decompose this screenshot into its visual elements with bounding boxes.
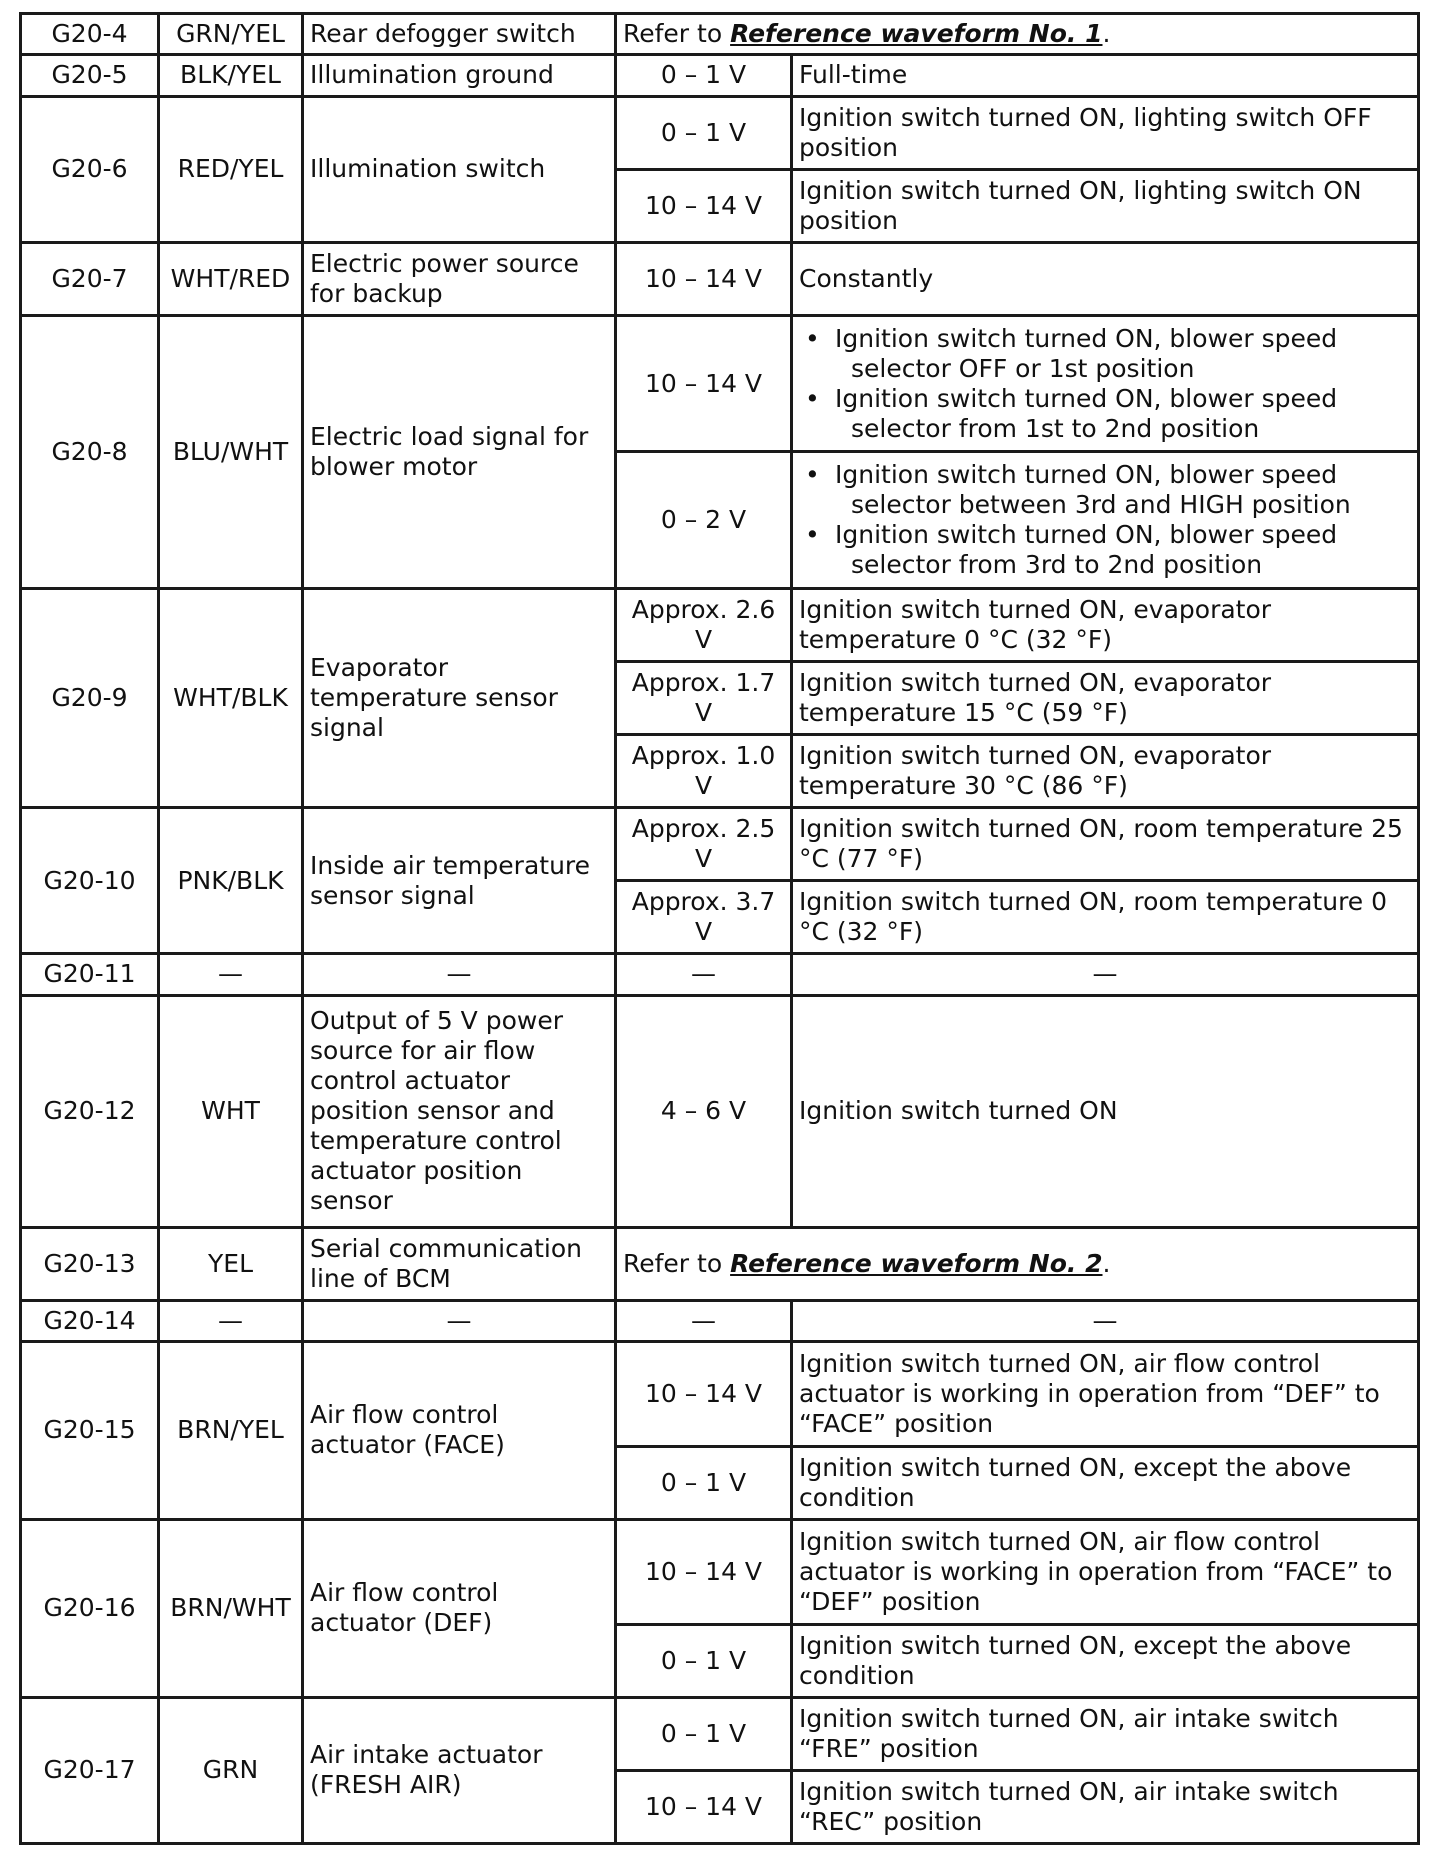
refer-text: Refer to <box>623 1248 731 1278</box>
condition-cell: Ignition switch turned ON, except the above condition <box>792 1446 1419 1519</box>
terminal-cell: G20-15 <box>21 1341 159 1519</box>
condition-cell: Ignition switch turned ON, room temperature 25 °C (77 °F) <box>792 808 1419 881</box>
condition-cell: — <box>792 1300 1419 1341</box>
condition-cell: Ignition switch turned ON, except the above condition <box>792 1624 1419 1697</box>
voltage-cell: 0 – 1 V <box>616 96 792 169</box>
wire-color-cell: PNK/BLK <box>159 808 303 954</box>
refer-suffix: . <box>1102 1248 1111 1278</box>
wire-color-cell: BLK/YEL <box>159 55 303 96</box>
bullet-line-continued: selector from 3rd to 2nd position <box>851 550 1263 580</box>
condition-bullet-list <box>799 324 1411 444</box>
table-row <box>21 1300 1419 1341</box>
condition-cell: Ignition switch turned ON, air flow control actuator is working in operation from “FACE” to “DEF” position <box>792 1519 1419 1624</box>
refer-text: Refer to <box>623 19 731 49</box>
voltage-cell: Approx. 2.6 V <box>616 589 792 662</box>
condition-cell: Ignition switch turned ON, air flow control actuator is working in operation from “DEF” to “FACE” position <box>792 1341 1419 1446</box>
description-cell: Air intake actuator (FRESH AIR) <box>303 1697 616 1843</box>
voltage-cell: 10 – 14 V <box>616 1770 792 1843</box>
bullet-line: Ignition switch turned ON, blower speed <box>835 520 1338 550</box>
terminal-cell: G20-10 <box>21 808 159 954</box>
wire-color-cell: GRN/YEL <box>159 14 303 55</box>
wire-color-cell: WHT <box>159 995 303 1227</box>
voltage-cell: 0 – 1 V <box>616 55 792 96</box>
voltage-cell: 0 – 1 V <box>616 1697 792 1770</box>
reference-waveform-link[interactable]: Reference waveform No. 1 <box>730 19 1103 49</box>
description-cell: Electric load signal for blower motor <box>303 315 616 588</box>
voltage-cell: Approx. 1.7 V <box>616 662 792 735</box>
voltage-cell: 10 – 14 V <box>616 169 792 242</box>
terminal-cell: G20-7 <box>21 242 159 315</box>
voltage-cell: 0 – 1 V <box>616 1624 792 1697</box>
condition-cell: Ignition switch turned ON <box>792 995 1419 1227</box>
list-item <box>835 324 1411 384</box>
condition-cell: Ignition switch turned ON, room temperature 0 °C (32 °F) <box>792 881 1419 954</box>
condition-bullet-list <box>799 460 1411 580</box>
table-row <box>21 96 1419 169</box>
condition-cell: Ignition switch turned ON, air intake switch “FRE” position <box>792 1697 1419 1770</box>
table-row <box>21 808 1419 881</box>
wire-color-cell: RED/YEL <box>159 96 303 242</box>
table-row <box>21 14 1419 55</box>
description-cell: Output of 5 V power source for air flow control actuator position sensor and temperature control actuator position sensor <box>303 995 616 1227</box>
condition-cell <box>792 315 1419 452</box>
voltage-cell: — <box>616 1300 792 1341</box>
description-cell: Air flow control actuator (FACE) <box>303 1341 616 1519</box>
bullet-line-continued: selector between 3rd and HIGH position <box>851 490 1351 520</box>
condition-cell: — <box>792 954 1419 995</box>
condition-cell: Ignition switch turned ON, evaporator temperature 15 °C (59 °F) <box>792 662 1419 735</box>
condition-cell: Ignition switch turned ON, lighting switch ON position <box>792 169 1419 242</box>
table-row <box>21 55 1419 96</box>
voltage-cell: 0 – 1 V <box>616 1446 792 1519</box>
voltage-cell: 0 – 2 V <box>616 452 792 589</box>
terminal-cell: G20-4 <box>21 14 159 55</box>
reference-cell <box>616 1227 1419 1300</box>
table-row <box>21 1227 1419 1300</box>
terminal-cell: G20-5 <box>21 55 159 96</box>
bullet-line: Ignition switch turned ON, blower speed <box>835 383 1338 413</box>
voltage-cell: 10 – 14 V <box>616 1519 792 1624</box>
voltage-cell: Approx. 2.5 V <box>616 808 792 881</box>
description-cell: Inside air temperature sensor signal <box>303 808 616 954</box>
voltage-cell: 10 – 14 V <box>616 1341 792 1446</box>
table-row <box>21 315 1419 452</box>
list-item <box>835 384 1411 444</box>
terminal-cell: G20-12 <box>21 995 159 1227</box>
condition-cell: Ignition switch turned ON, air intake switch “REC” position <box>792 1770 1419 1843</box>
description-cell: Illumination switch <box>303 96 616 242</box>
terminal-cell: G20-14 <box>21 1300 159 1341</box>
voltage-cell: 10 – 14 V <box>616 315 792 452</box>
condition-cell: Ignition switch turned ON, evaporator temperature 30 °C (86 °F) <box>792 735 1419 808</box>
description-cell: Evaporator temperature sensor signal <box>303 589 616 808</box>
bullet-line-continued: selector from 1st to 2nd position <box>851 413 1260 443</box>
bullet-line-continued: selector OFF or 1st position <box>851 353 1195 383</box>
terminal-cell: G20-17 <box>21 1697 159 1843</box>
wire-color-cell: YEL <box>159 1227 303 1300</box>
reference-cell <box>616 14 1419 55</box>
wire-color-cell: BRN/WHT <box>159 1519 303 1697</box>
condition-cell <box>792 452 1419 589</box>
wire-color-cell: GRN <box>159 1697 303 1843</box>
description-cell: Air flow control actuator (DEF) <box>303 1519 616 1697</box>
table-row <box>21 954 1419 995</box>
table-row <box>21 1519 1419 1624</box>
table-row <box>21 1697 1419 1770</box>
description-cell: Rear defogger switch <box>303 14 616 55</box>
bullet-line: Ignition switch turned ON, blower speed <box>835 460 1338 490</box>
terminal-cell: G20-16 <box>21 1519 159 1697</box>
condition-cell: Ignition switch turned ON, evaporator temperature 0 °C (32 °F) <box>792 589 1419 662</box>
description-cell: Illumination ground <box>303 55 616 96</box>
table-row <box>21 242 1419 315</box>
table-row <box>21 995 1419 1227</box>
description-cell: — <box>303 1300 616 1341</box>
list-item <box>835 520 1411 580</box>
description-cell: Electric power source for backup <box>303 242 616 315</box>
refer-suffix: . <box>1102 19 1111 49</box>
condition-cell: Full-time <box>792 55 1419 96</box>
wire-color-cell: WHT/RED <box>159 242 303 315</box>
table-row <box>21 589 1419 662</box>
terminal-cell: G20-13 <box>21 1227 159 1300</box>
terminal-cell: G20-11 <box>21 954 159 995</box>
terminal-cell: G20-8 <box>21 315 159 588</box>
terminal-cell: G20-6 <box>21 96 159 242</box>
voltage-cell: 4 – 6 V <box>616 995 792 1227</box>
voltage-cell: 10 – 14 V <box>616 242 792 315</box>
list-item <box>835 460 1411 520</box>
condition-cell: Ignition switch turned ON, lighting switch OFF position <box>792 96 1419 169</box>
terminal-inspection-table <box>19 12 1420 1845</box>
terminal-cell: G20-9 <box>21 589 159 808</box>
reference-waveform-link[interactable]: Reference waveform No. 2 <box>730 1248 1103 1278</box>
wire-color-cell: BRN/YEL <box>159 1341 303 1519</box>
description-cell: Serial communication line of BCM <box>303 1227 616 1300</box>
wire-color-cell: — <box>159 954 303 995</box>
wire-color-cell: — <box>159 1300 303 1341</box>
voltage-cell: Approx. 1.0 V <box>616 735 792 808</box>
description-cell: — <box>303 954 616 995</box>
voltage-cell: — <box>616 954 792 995</box>
wire-color-cell: WHT/BLK <box>159 589 303 808</box>
condition-cell: Constantly <box>792 242 1419 315</box>
wire-color-cell: BLU/WHT <box>159 315 303 588</box>
voltage-cell: Approx. 3.7 V <box>616 881 792 954</box>
table-row <box>21 1341 1419 1446</box>
bullet-line: Ignition switch turned ON, blower speed <box>835 323 1338 353</box>
